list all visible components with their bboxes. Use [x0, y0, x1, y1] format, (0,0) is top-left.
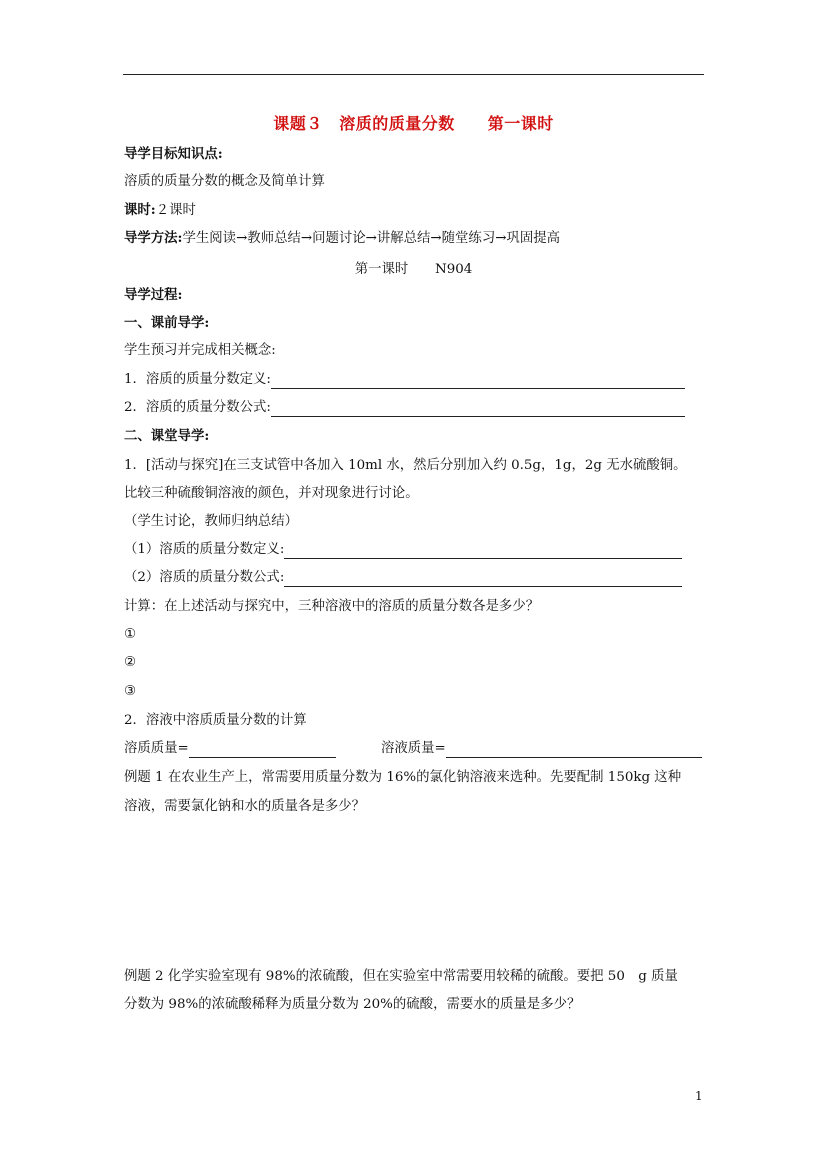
goals-heading: 导学目标知识点:	[124, 146, 223, 162]
header-rule	[123, 74, 704, 75]
solute-mass-line	[124, 740, 336, 758]
method-line	[124, 229, 560, 248]
class-q2-blank[interactable]	[284, 572, 682, 587]
pre-question-1	[124, 371, 685, 389]
hours-line	[124, 201, 196, 220]
page-number: 1	[695, 1089, 703, 1103]
solute-mass-blank[interactable]	[189, 743, 336, 758]
activity-line-2: 比较三种硫酸铜溶液的颜色，并对现象进行讨论。	[124, 486, 419, 501]
example2-line-2: 分数为 98%的浓硫酸稀释为质量分数为 20%的硫酸，需要水的质量是多少？	[124, 997, 581, 1012]
lesson-code: 第一课时 N904	[354, 262, 473, 277]
pre-q1-label: 1．溶质的质量分数定义:	[124, 372, 271, 387]
section1-heading: 一、课前导学:	[124, 315, 210, 331]
section2-heading: 二、课堂导学:	[124, 428, 210, 444]
answer-marker-2: ②	[124, 655, 137, 670]
pre-q2-blank[interactable]	[271, 402, 685, 417]
class-q2-label: （2）溶质的质量分数公式:	[124, 570, 285, 585]
method-value: 学生阅读→教师总结→问题讨论→讲解总结→随堂练习→巩固提高	[182, 231, 560, 246]
class-q1-label: （1）溶质的质量分数定义:	[124, 542, 285, 557]
example2-line-1: 例题 2 化学实验室现有 98%的浓硫酸，但在实验室中常需要用较稀的硫酸。要把 50 g 质量	[124, 969, 678, 984]
solute-mass-label: 溶质质量=	[124, 741, 189, 756]
process-heading: 导学过程:	[124, 287, 183, 303]
goals-text: 溶质的质量分数的概念及简单计算	[124, 174, 325, 189]
hours-label: 课时:	[124, 202, 156, 218]
discussion-note: （学生讨论，教师归纳总结）	[124, 514, 299, 529]
class-question-1	[124, 541, 682, 559]
example1-line-1: 例题 1 在农业生产上，常需要用质量分数为 16%的氯化钠溶液来选种。先要配制 150kg 这种	[124, 770, 682, 785]
calc-question: 计算：在上述活动与探究中，三种溶液中的溶质的质量分数各是多少？	[124, 599, 540, 614]
answer-marker-3: ③	[124, 684, 137, 699]
solution-mass-blank[interactable]	[446, 743, 702, 758]
pre-question-2	[124, 399, 685, 417]
page-title: 课题３ 溶质的质量分数 第一课时	[273, 114, 554, 133]
answer-marker-1: ①	[124, 627, 137, 642]
pre-intro: 学生预习并完成相关概念:	[124, 343, 276, 358]
method-label: 导学方法:	[124, 230, 183, 246]
example1-line-2: 溶液，需要氯化钠和水的质量各是多少？	[124, 799, 366, 814]
calc-heading: 2．溶液中溶质质量分数的计算	[124, 713, 307, 728]
class-question-2	[124, 569, 682, 587]
activity-line-1: 1．[活动与探究]在三支试管中各加入 10ml 水，然后分别加入约 0.5g，1g，2g 无水硫酸铜。	[124, 458, 687, 473]
solution-mass-line	[381, 740, 702, 758]
pre-q1-blank[interactable]	[271, 374, 685, 389]
solution-mass-label: 溶液质量=	[381, 741, 446, 756]
hours-value: ２课时	[155, 203, 196, 218]
pre-q2-label: 2．溶质的质量分数公式:	[124, 400, 271, 415]
class-q1-blank[interactable]	[284, 544, 682, 559]
